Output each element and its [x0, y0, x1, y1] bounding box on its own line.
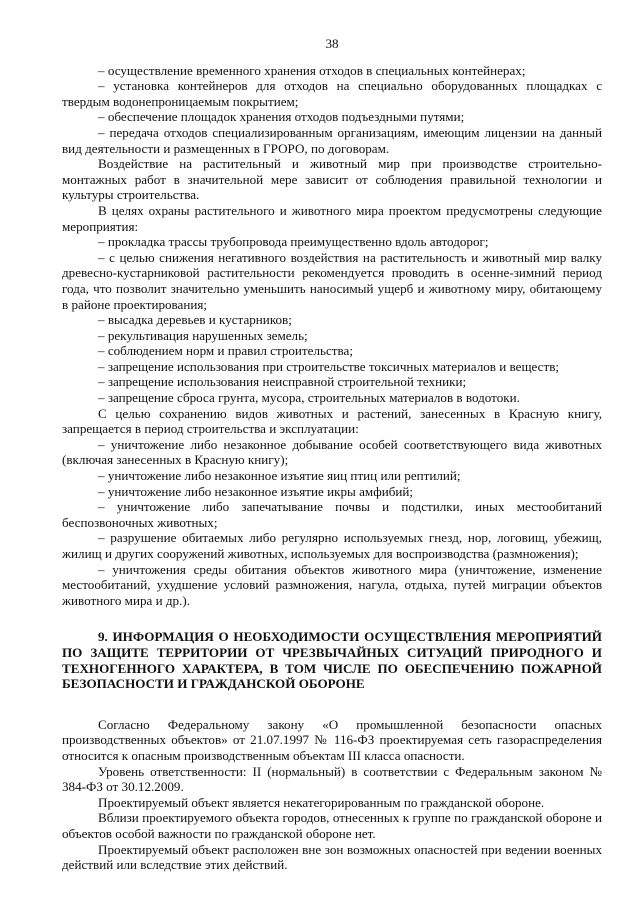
- paragraph: С целью сохранению видов животных и растений, занесенных в Красную книгу, запрещается в период строительства и эксплуатации:: [62, 405, 602, 437]
- body-text-before: [62, 63, 602, 609]
- paragraph: – разрушение обитаемых либо регулярно используемых гнезд, нор, логовищ, убежищ, жилищ и других сооружений животных, используемых для воспроизводства (размножения);: [62, 530, 602, 561]
- paragraph: – установка контейнеров для отходов на специально оборудованных площадках с твердым водонепроницаемым покрытием;: [62, 78, 602, 109]
- paragraph: Уровень ответственности: II (нормальный) в соответствии с Федеральным законом № 384-ФЗ от 30.12.2009.: [62, 763, 602, 795]
- paragraph: – осуществление временного хранения отходов в специальных контейнерах;: [98, 62, 526, 78]
- page-number: 38: [325, 36, 339, 51]
- paragraph: Проектируемый объект расположен вне зон возможных опасностей при ведении военных действий или вследствие этих действий.: [62, 841, 602, 873]
- paragraph: Проектируемый объект является некатегорированным по гражданской обороне.: [98, 794, 545, 810]
- document-page: [62, 36, 602, 873]
- paragraph: Согласно Федеральному закону «О промышленной безопасности опасных производственных объектов» от 21.07.1997 № 116-ФЗ проектируемая сеть газораспределения относится к опасным производственным объектам III класса опасности.: [62, 716, 602, 763]
- paragraph: – прокладка трассы трубопровода преимущественно вдоль автодорог;: [98, 234, 489, 250]
- paragraph: – уничтожение либо запечатывание почвы и подстилки, иных местообитаний беспозвоночных животных;: [62, 499, 602, 530]
- paragraph: – обеспечение площадок хранения отходов подъездными путями;: [98, 109, 465, 125]
- paragraph: – высадка деревьев и кустарников;: [98, 312, 292, 328]
- paragraph: – запрещение сброса грунта, мусора, строительных материалов в водотоки.: [98, 390, 520, 406]
- paragraph: – передача отходов специализированным организациям, имеющим лицензии на данный вид деятельности и размещенных в ГРОРО, по договорам.: [62, 124, 602, 156]
- paragraph: – соблюдением норм и правил строительства;: [98, 343, 353, 359]
- paragraph: – уничтожение либо незаконное добывание особей соответствующего вида животных (включая занесенных в Красную книгу);: [62, 436, 602, 468]
- paragraph: – рекультивация нарушенных земель;: [98, 327, 308, 343]
- paragraph: – уничтожение либо незаконное изъятие икры амфибий;: [98, 483, 414, 499]
- paragraph: – уничтожение либо незаконное изъятие яиц птиц или рептилий;: [98, 468, 461, 484]
- body-text-after: [62, 717, 602, 873]
- paragraph: – уничтожения среды обитания объектов животного мира (уничтожение, изменение местообитаний, ухудшение условий размножения, нагула, отдыха, путей миграции объектов животного мира и др.).: [62, 561, 602, 608]
- paragraph: В целях охраны растительного и животного мира проектом предусмотрены следующие мероприятия:: [62, 202, 602, 234]
- paragraph: – запрещение использования при строительстве токсичных материалов и веществ;: [98, 358, 560, 374]
- paragraph: Вблизи проектируемого объекта городов, отнесенных к группе по гражданской обороне и объектов особой важности по гражданской обороне нет.: [62, 810, 602, 841]
- paragraph: Воздействие на растительный и животный мир при производстве строительно-монтажных работ в значительной мере зависит от соблюдения правильной технологии и культуры строительства.: [62, 156, 602, 203]
- paragraph: – запрещение использования неисправной строительной техники;: [98, 374, 467, 390]
- section-heading: 9. ИНФОРМАЦИЯ О НЕОБХОДИМОСТИ ОСУЩЕСТВЛЕНИЯ МЕРОПРИЯТИЙ ПО ЗАЩИТЕ ТЕРРИТОРИИ ОТ ЧРЕЗВЫЧАЙНЫХ СИТУАЦИЙ ПРИРОДНОГО И ТЕХНОГЕННОГО ХАРАКТЕРА, В ТОМ ЧИСЛЕ ПО ОБЕСПЕЧЕНИЮ ПОЖАРНОЙ БЕЗОПАСНОСТИ И ГРАЖДАНСКОЙ ОБОРОНЕ: [62, 629, 602, 692]
- paragraph: – с целью снижения негативного воздействия на растительность и животный мир валку древесно-кустарниковой растительности рекомендуется проводить в осенне-зимний период года, что позволит значительно уменьшить наносимый ущерб и животному миру, обитающему в районе проектирования;: [62, 249, 602, 312]
